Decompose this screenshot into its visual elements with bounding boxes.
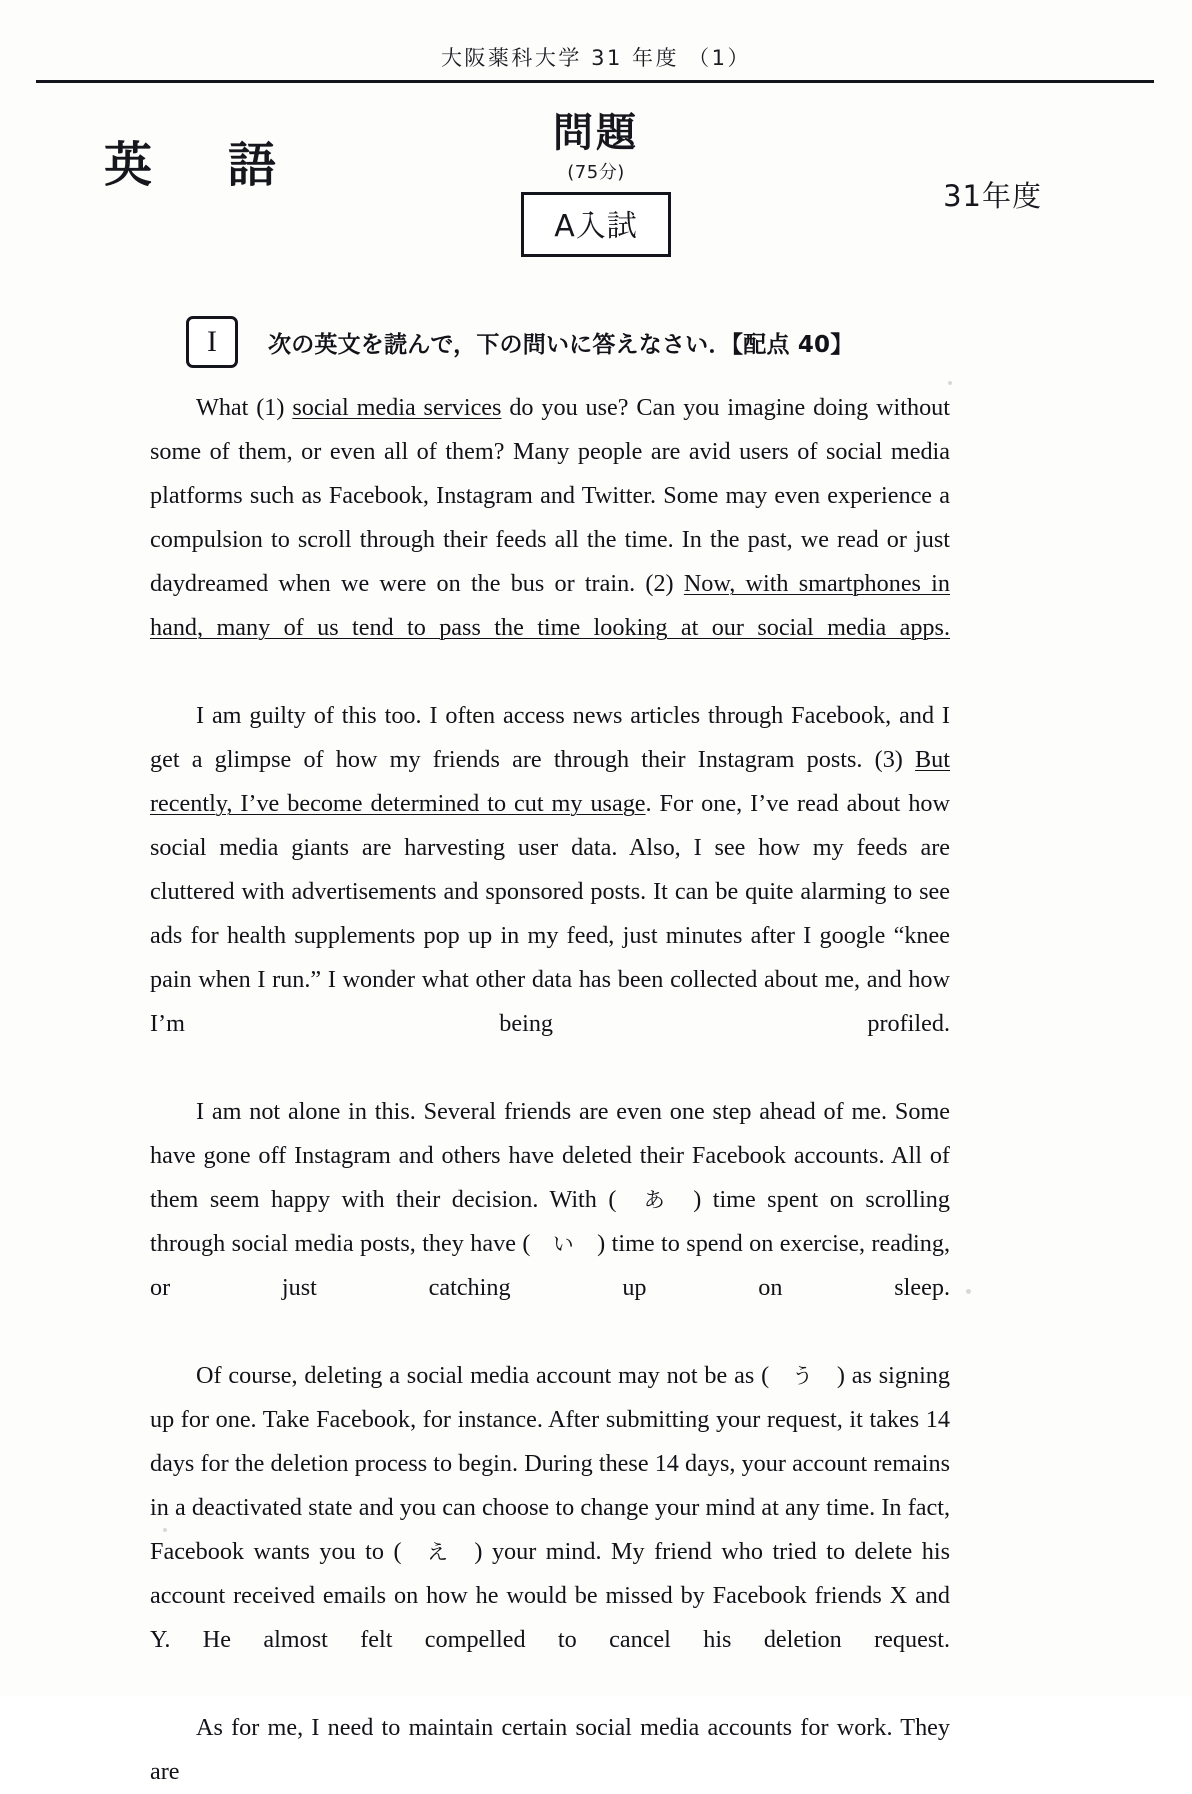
passage-paragraph-3 <box>150 1090 950 1354</box>
scan-speck <box>948 381 952 385</box>
answer-blank-u: う <box>791 1364 815 1388</box>
question-number-label: I <box>207 325 217 358</box>
exam-year-label: 31年度 <box>943 179 1042 213</box>
paragraph-5-text: As for me, I need to maintain certain social media accounts for work. They are <box>150 1714 950 1785</box>
underlined-phrase-1: social media services <box>292 394 502 421</box>
scan-speck <box>163 1528 167 1532</box>
answer-blank-e: え <box>423 1540 453 1564</box>
paragraph-3-part-3: ) time to spend on exercise, reading, or just catching up on sleep. <box>150 1230 951 1301</box>
underlined-phrase-3: But recently, I’ve become determined to cut my usage <box>150 746 950 817</box>
paragraph-2-pre: I am guilty of this too. I often access news articles through Facebook, and I get a glimpse of how my friends are through their Instagram posts. (3) <box>150 702 950 773</box>
question-number-box <box>186 316 238 368</box>
paragraph-1-mid: do you use? Can you imagine doing without some of them, or even all of them? Many people are avid users of social media platforms such as Facebook, Instagram and Twitter. Some may even experience a compulsion to scroll through their feeds all the time. In the past, we read or just daydreamed when we were on the bus or train. (2) <box>150 394 950 597</box>
passage-paragraph-1 <box>150 386 950 694</box>
underlined-phrase-2: Now, with smartphones in hand, many of us tend to pass the time looking at our social media apps. <box>150 570 950 641</box>
paragraph-1-pre: What (1) <box>196 394 293 421</box>
paragraph-4-part-1: Of course, deleting a social media account may not be as ( <box>196 1362 770 1389</box>
answer-blank-a: あ <box>638 1188 672 1212</box>
paragraph-2-post: . For one, I’ve read about how social media giants are harvesting user data. Also, I see how my feeds are cluttered with advertisements and sponsored posts. It can be quite alarming to see ads for health supplements pop up in my feed, just minutes after I google “knee pain when I run.” I wonder what other data has been collected about me, and how I’m being profiled. <box>150 790 950 1037</box>
paragraph-4-part-3: ) your mind. My friend who tried to delete his account received emails on how he would be missed by Facebook friends X and Y. He almost felt compelled to cancel his deletion request. <box>150 1538 950 1653</box>
paragraph-3-part-2: ) time spent on scrolling through social media posts, they have ( <box>150 1186 950 1257</box>
paragraph-4-part-2: ) as signing up for one. Take Facebook, for instance. After submitting your request, it takes 14 days for the deletion process to begin. During these 14 days, your account remains in a deactivated state and you can choose to change your mind at any time. In fact, Facebook wants you to ( <box>150 1362 950 1565</box>
passage-paragraph-2 <box>150 694 950 1090</box>
passage-paragraph-4 <box>150 1354 950 1706</box>
answer-blank-i: い <box>552 1232 576 1256</box>
scan-speck <box>966 1289 971 1294</box>
exam-type-badge: A入試 <box>521 192 671 257</box>
running-head: 大阪薬科大学 31 年度 （1） <box>440 46 752 70</box>
masthead <box>0 112 1192 302</box>
reading-passage <box>150 386 950 1794</box>
header-divider-rule <box>36 80 1154 83</box>
exam-duration-label: (75分) <box>567 162 625 183</box>
question-instruction: 次の英文を読んで，下の問いに答えなさい．【配点 40】 <box>268 332 854 358</box>
page-title: 英 語 <box>104 137 291 193</box>
exam-kind-label: 問題 <box>553 110 639 156</box>
passage-paragraph-5 <box>150 1706 950 1794</box>
question-heading <box>186 316 1086 370</box>
paragraph-3-part-1: I am not alone in this. Several friends are even one step ahead of me. Some have gone off Instagram and others have deleted their Facebook accounts. All of them seem happy with their decision. With ( <box>150 1098 950 1213</box>
